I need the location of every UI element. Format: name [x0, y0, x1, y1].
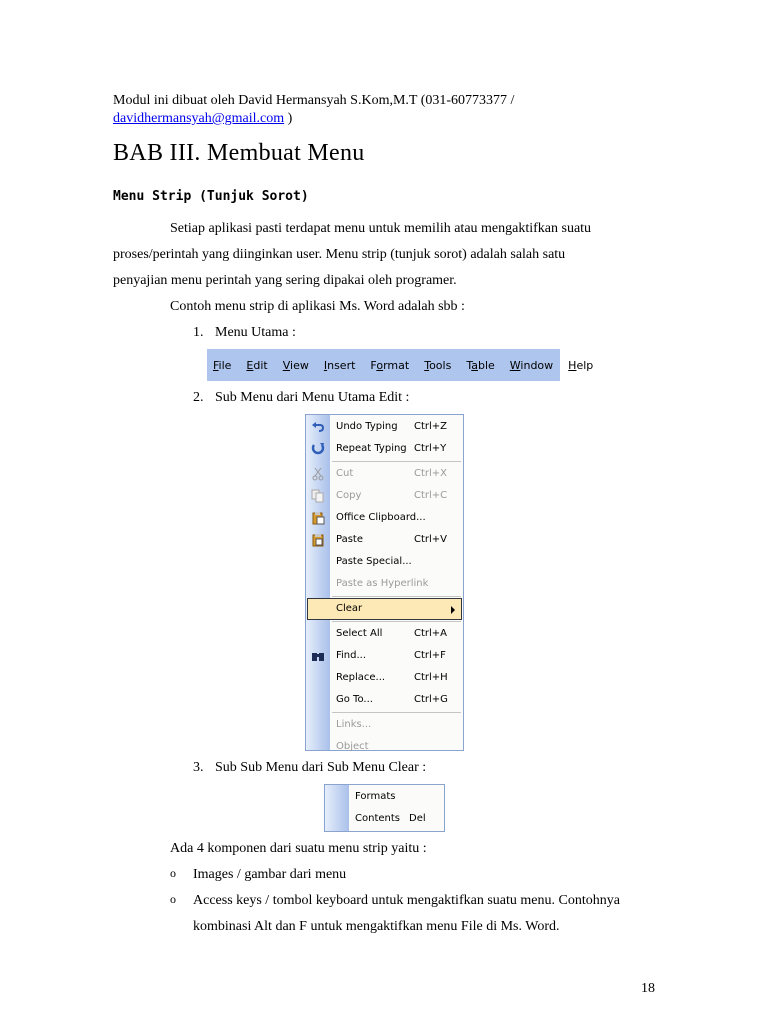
repeat-icon — [311, 442, 325, 456]
menu-item[interactable] — [306, 623, 463, 645]
menu-item-shortcut: Ctrl+A — [414, 628, 448, 639]
menu-item[interactable] — [306, 485, 463, 507]
menu-item-label: Links... — [336, 719, 372, 730]
list-number: 1. — [193, 325, 204, 340]
word-menubar — [207, 349, 594, 381]
page-number: 18 — [641, 981, 655, 996]
bullet-mark: o — [170, 892, 176, 906]
menu-item[interactable] — [306, 529, 463, 551]
copy-icon — [311, 489, 325, 503]
bullet-2-line-1: Access keys / tombol keyboard untuk mengaktifkan suatu menu. Contohnya — [193, 893, 620, 908]
bullet-mark: o — [170, 866, 176, 880]
cut-icon — [311, 467, 325, 481]
list-number: 3. — [193, 760, 204, 775]
menubar-item[interactable]: Help — [568, 358, 594, 372]
menubar-item[interactable]: Edit — [246, 358, 268, 372]
menubar-item[interactable]: View — [282, 358, 309, 372]
menu-item[interactable] — [306, 438, 463, 460]
menu-item[interactable] — [306, 645, 463, 667]
menu-item-shortcut: Ctrl+Z — [414, 421, 448, 432]
menubar-item[interactable]: Table — [466, 358, 495, 372]
menubar-item[interactable]: Insert — [323, 358, 356, 372]
menu-item[interactable] — [306, 573, 463, 595]
paste-icon — [311, 533, 325, 547]
section-title: Menu Strip (Tunjuk Sorot) — [113, 189, 309, 204]
menu-item-label: Cut — [336, 468, 354, 479]
menu-item-label: Repeat Typing — [336, 443, 407, 454]
list-item-3 — [193, 759, 427, 777]
menu-item[interactable] — [306, 551, 463, 573]
menu-separator — [332, 712, 461, 713]
menu-item[interactable] — [306, 463, 463, 485]
menu-item-label: Clear — [336, 603, 363, 614]
list-text: Sub Menu dari Menu Utama Edit : — [215, 390, 410, 405]
menu-item[interactable] — [306, 598, 463, 620]
menubar-item[interactable]: Window — [509, 358, 554, 372]
menu-item-label: Select All — [336, 628, 383, 639]
menu-separator — [332, 461, 461, 462]
menu-item-label: Copy — [336, 490, 362, 501]
undo-icon — [311, 420, 325, 434]
menu-item-label: Object — [336, 741, 369, 752]
menubar-item[interactable]: Tools — [424, 358, 452, 372]
header-close: ) — [284, 111, 293, 126]
menu-item-shortcut: Ctrl+Y — [414, 443, 447, 454]
example-intro: Contoh menu strip di aplikasi Ms. Word adalah sbb : — [170, 299, 465, 314]
list-item-1 — [193, 324, 296, 342]
menu-item-label: Contents — [355, 813, 400, 824]
submenu-arrow-icon — [451, 606, 455, 614]
menu-item-shortcut: Ctrl+C — [414, 490, 448, 501]
menu-item-shortcut: Ctrl+V — [414, 534, 448, 545]
menu-item[interactable] — [306, 667, 463, 689]
menu-separator — [332, 621, 461, 622]
menu-item-label: Replace... — [336, 672, 386, 683]
menu-item-label: Find... — [336, 650, 367, 661]
menu-item-label: Formats — [355, 791, 396, 802]
components-intro: Ada 4 komponen dari suatu menu strip yaitu : — [170, 841, 427, 856]
menu-item-shortcut: Ctrl+H — [414, 672, 448, 683]
list-text: Menu Utama : — [215, 325, 296, 340]
menu-item-label: Office Clipboard... — [336, 512, 426, 523]
menu-item-shortcut: Ctrl+F — [414, 650, 446, 661]
header-note — [113, 92, 514, 128]
list-item-2 — [193, 389, 410, 407]
chapter-title: BAB III. Membuat Menu — [113, 140, 365, 166]
menu-item[interactable] — [306, 507, 463, 529]
clipboard-icon — [311, 511, 325, 525]
menu-item-label: Paste — [336, 534, 363, 545]
menu-item-label: Undo Typing — [336, 421, 398, 432]
list-text: Sub Sub Menu dari Sub Menu Clear : — [215, 760, 427, 775]
menu-item-shortcut: Del — [409, 813, 426, 824]
paragraph-line-3: penyajian menu perintah yang sering dipakai oleh programer. — [113, 273, 457, 288]
list-number: 2. — [193, 390, 204, 405]
menu-item[interactable] — [306, 416, 463, 438]
menu-separator — [332, 596, 461, 597]
paragraph-line-2: proses/perintah yang diinginkan user. Menu strip (tunjuk sorot) adalah salah satu — [113, 247, 566, 262]
menu-item-shortcut: Ctrl+G — [414, 694, 448, 705]
edit-submenu — [305, 414, 464, 751]
menubar-item[interactable]: Format — [370, 358, 410, 372]
menubar-item[interactable]: File — [213, 358, 232, 372]
menu-item-shortcut: Ctrl+X — [414, 468, 448, 479]
header-text: Modul ini dibuat oleh David Hermansyah S.Kom,M.T (031-60773377 / — [113, 93, 515, 108]
email-link[interactable]: davidhermansyah@gmail.com — [113, 111, 285, 126]
menu-item[interactable] — [325, 808, 444, 830]
menu-item[interactable] — [306, 736, 463, 758]
bullet-1-text: Images / gambar dari menu — [193, 867, 347, 882]
bullet-2-line-2: kombinasi Alt dan F untuk mengaktifkan menu File di Ms. Word. — [193, 919, 560, 934]
menu-item-label: Paste as Hyperlink — [336, 578, 429, 589]
binoculars-icon — [311, 649, 325, 663]
clear-submenu — [324, 784, 445, 832]
menu-item[interactable] — [306, 714, 463, 736]
paragraph-line-1: Setiap aplikasi pasti terdapat menu untuk memilih atau mengaktifkan suatu — [170, 221, 592, 236]
menu-item-label: Go To... — [336, 694, 373, 705]
menu-item[interactable] — [306, 689, 463, 711]
menu-item-label: Paste Special... — [336, 556, 412, 567]
menu-item[interactable] — [325, 786, 444, 808]
